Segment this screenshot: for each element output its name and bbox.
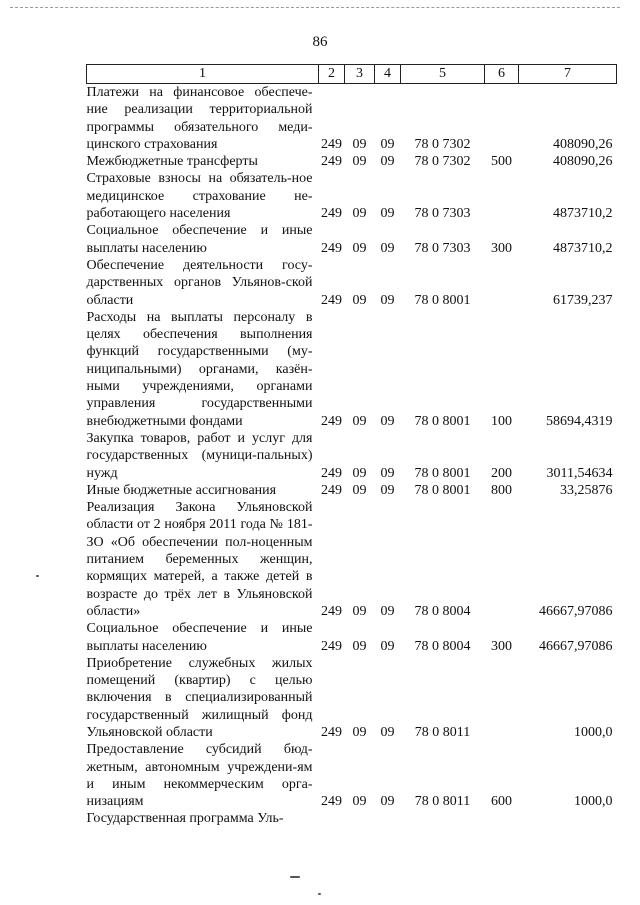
row-name: Социальное обеспечение и иные выплаты населению (86, 223, 313, 256)
row-amount: 46667,97086 (539, 603, 613, 619)
row-code-5: 78 0 8001 (414, 482, 471, 498)
row-name: Закупка товаров, работ и услуг для государственных (муници-пальных) нужд (86, 430, 313, 481)
table-row (87, 620, 617, 655)
row-code-5: 78 0 8011 (414, 724, 471, 740)
row-code-6: 200 (491, 465, 512, 481)
row-code-6: 100 (491, 413, 512, 429)
row-code-4: 09 (380, 465, 395, 481)
row-code-2: 249 (321, 136, 342, 152)
table-row (87, 741, 617, 810)
table-row (87, 222, 617, 257)
row-code-5: 78 0 7302 (414, 136, 471, 152)
row-code-3: 09 (352, 136, 367, 152)
row-code-6: 500 (491, 154, 512, 170)
row-code-3: 09 (352, 240, 367, 256)
row-code-5: 78 0 8004 (414, 638, 471, 654)
row-code-2: 249 (321, 206, 342, 222)
row-name: Обеспечение деятельности госу-дарственных органов Ульянов-ской области (86, 257, 313, 308)
row-code-2: 249 (321, 794, 342, 810)
row-code-6 (485, 499, 519, 620)
row-code-5: 78 0 7303 (414, 206, 471, 222)
row-code-2: 249 (321, 465, 342, 481)
row-code-3: 09 (352, 413, 367, 429)
row-name: Реализация Закона Ульяновской области от 2 ноября 2011 года № 181-ЗО «Об обеспечении пол-ноценным питанием беременных женщин, кормящих матерей, а также детей в возрасте до трёх лет в Ульяновской области» (86, 500, 313, 619)
row-code-3: 09 (352, 154, 367, 170)
row-code-4: 09 (380, 292, 395, 308)
row-code-3: 09 (352, 465, 367, 481)
table-row (87, 309, 617, 430)
table-row (87, 810, 617, 827)
column-header: 7 (519, 65, 617, 84)
row-amount: 61739,237 (553, 292, 613, 308)
scan-speck (290, 876, 300, 878)
row-code-2: 249 (321, 638, 342, 654)
row-amount: 4873710,2 (553, 206, 613, 222)
row-code-6: 300 (491, 638, 512, 654)
row-name-continued: Государственная программа Уль- (86, 811, 284, 827)
row-amount: 4873710,2 (553, 240, 613, 256)
scan-edge-line (10, 7, 620, 8)
scan-speck (36, 575, 39, 577)
row-name: Социальное обеспечение и иные выплаты населению (86, 621, 313, 654)
column-header: 5 (401, 65, 485, 84)
row-amount: 46667,97086 (539, 638, 613, 654)
scan-speck (318, 893, 321, 895)
row-code-4: 09 (380, 638, 395, 654)
row-code-4: 09 (380, 724, 395, 740)
row-code-2: 249 (321, 240, 342, 256)
column-header: 1 (87, 65, 319, 84)
table-row (87, 655, 617, 741)
row-name: Страховые взносы на обязатель-ное медицинское страхование не-работающего населения (86, 171, 313, 222)
row-code-2: 249 (321, 724, 342, 740)
table-row (87, 153, 617, 170)
row-name: Предоставление субсидий бюд-жетным, автономным учреждени-ям и иным некоммерческим орга-низациям (86, 742, 313, 810)
row-amount: 408090,26 (553, 154, 613, 170)
row-amount: 3011,54634 (546, 465, 613, 481)
row-code-4: 09 (380, 603, 395, 619)
row-code-6 (485, 655, 519, 741)
row-code-5: 78 0 8004 (414, 603, 471, 619)
column-header: 4 (375, 65, 401, 84)
row-code-2: 249 (321, 413, 342, 429)
row-code-5: 78 0 8011 (414, 794, 471, 810)
row-code-6: 300 (491, 240, 512, 256)
row-amount: 58694,4319 (546, 413, 613, 429)
row-name: Иные бюджетные ассигнования (86, 482, 277, 498)
row-code-5: 78 0 7303 (414, 240, 471, 256)
row-code-5: 78 0 7302 (414, 154, 471, 170)
row-code-4: 09 (380, 482, 395, 498)
table-row (87, 499, 617, 620)
column-header: 2 (319, 65, 345, 84)
row-code-3: 09 (352, 292, 367, 308)
budget-table (86, 64, 617, 828)
row-code-6: 600 (491, 794, 512, 810)
row-code-4: 09 (380, 240, 395, 256)
row-code-4: 09 (380, 206, 395, 222)
column-header: 6 (485, 65, 519, 84)
row-code-4: 09 (380, 154, 395, 170)
table-row (87, 170, 617, 222)
row-code-5: 78 0 8001 (414, 465, 471, 481)
page-number: 86 (312, 34, 328, 50)
row-code-6 (485, 170, 519, 222)
row-code-2: 249 (321, 292, 342, 308)
row-code-6 (485, 84, 519, 154)
row-code-6: 800 (491, 482, 512, 498)
row-amount: 408090,26 (553, 136, 613, 152)
row-code-2: 249 (321, 154, 342, 170)
row-amount: 1000,0 (574, 794, 613, 810)
table-header-row (87, 65, 617, 84)
row-name: Межбюджетные трансферты (86, 154, 258, 170)
row-name: Расходы на выплаты персоналу в целях обеспечения выполнения функций государственными (му-ниципальными) органами, казён-ными учреждениями, органами управления государственными внебюджетными фондами (86, 309, 313, 429)
table-row (87, 430, 617, 482)
row-name: Приобретение служебных жилых помещений (квартир) с целью включения в специализированный государственный жилищный фонд Ульяновской области (86, 655, 313, 740)
table-row (87, 482, 617, 499)
row-code-3: 09 (352, 794, 367, 810)
row-code-3: 09 (352, 724, 367, 740)
row-code-3: 09 (352, 603, 367, 619)
table-row (87, 257, 617, 309)
row-code-3: 09 (352, 482, 367, 498)
row-code-5: 78 0 8001 (414, 292, 471, 308)
row-amount: 1000,0 (574, 724, 613, 740)
row-code-4: 09 (380, 794, 395, 810)
table-row (87, 84, 617, 154)
column-header: 3 (345, 65, 375, 84)
row-code-5: 78 0 8001 (414, 413, 471, 429)
row-name: Платежи на финансовое обеспече-ние реализации территориальной программы обязательного меди-цинского страхования (86, 85, 313, 152)
row-code-4: 09 (380, 136, 395, 152)
row-code-2: 249 (321, 482, 342, 498)
row-code-2: 249 (321, 603, 342, 619)
row-code-6 (485, 257, 519, 309)
row-code-3: 09 (352, 206, 367, 222)
row-code-3: 09 (352, 638, 367, 654)
row-amount: 33,25876 (560, 482, 613, 498)
row-code-4: 09 (380, 413, 395, 429)
